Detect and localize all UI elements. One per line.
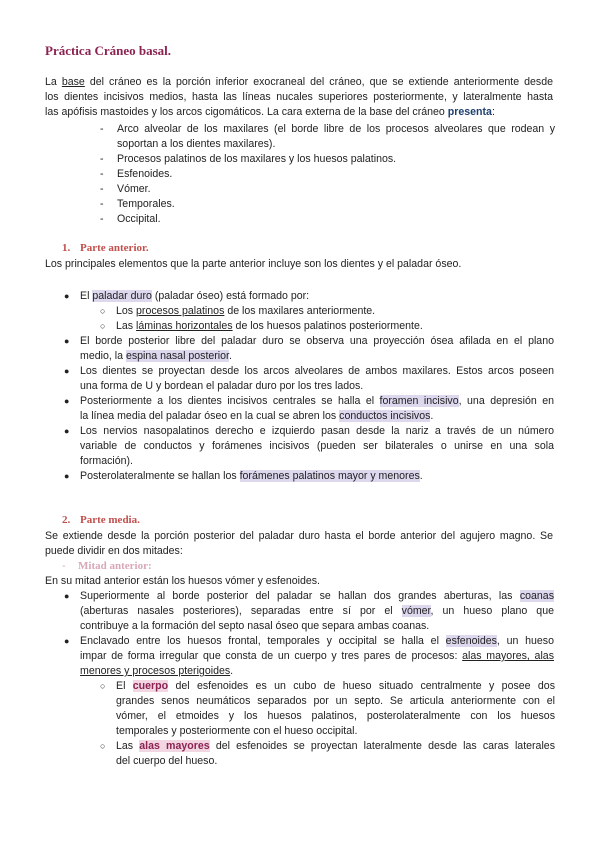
- intro-paragraph: [45, 75, 553, 120]
- dash-marker: -: [100, 213, 104, 225]
- sub-bullet-marker: ○: [100, 321, 106, 331]
- presenta-term: presenta: [447, 106, 492, 118]
- section-heading-parte-anterior: 1. Parte anterior.: [62, 242, 149, 254]
- section-heading-parte-media: 2. Parte media.: [62, 514, 140, 526]
- dash-marker: -: [100, 168, 104, 180]
- dash-marker: -: [100, 183, 104, 195]
- dash-marker: -: [100, 123, 104, 135]
- intro-line-3: las apófisis mastoides y los arcos cigomáticos. La cara externa de la base del cráneo presenta:: [45, 106, 495, 118]
- mitad-intro: En su mitad anterior están los huesos vómer y esfenoides.: [45, 575, 320, 587]
- sub-bullet-marker: ○: [100, 681, 106, 691]
- bullet-marker: ●: [64, 291, 70, 301]
- base-term: base: [61, 76, 85, 88]
- page-title: Práctica Cráneo basal.: [45, 43, 172, 58]
- bullet-marker: ●: [64, 636, 70, 646]
- sub-bullet-marker: ○: [100, 741, 106, 751]
- intro-line-2: los dientes incisivos medios, hasta las líneas nucales superiores posteriormente, y lateralmente hasta: [45, 91, 553, 103]
- section2-intro: Se extiende desde la porción posterior del paladar duro hasta el borde anterior del agujero magno. Se puede dividir en dos mitades:: [45, 530, 553, 557]
- bullet-marker: ●: [64, 471, 70, 481]
- bullet-marker: ●: [64, 366, 70, 376]
- subheading-mitad-anterior: - Mitad anterior:: [62, 560, 152, 572]
- document-page: Práctica Cráneo basal. La base del cráneo es la porción inferior exocraneal del cráneo, que se extiende anteriormente desde los dientes incisivos medios, hasta las líneas nucales superiores posteriormente, y lateralmente hasta las apófisis mastoides y los arcos cigomáticos. La cara externa de la base del cráneo presenta: - Arco alveolar de los maxilares (el borde libre de los procesos alveolares que rodean y soportan a los dientes maxilares). - Procesos palatinos de los maxilares y los huesos palatinos. - Esfenoides. - Vómer. - Temporales. - Occipital. 1. Parte anterior. Los principales elementos que la parte anterior incluye son los dientes y el paladar óseo. ● El paladar duro (paladar óseo) está formado por: ○ Los procesos palatinos de los maxilares anteriormente. ○ Las láminas horizontales de los huesos palatinos posteriormente. ● El borde posterior libre del paladar duro se observa una proyección ósea afilada en el plano medio, la espina nasal posterior. ● Los dientes se proyectan desde los arcos alveolares de ambos maxilares. Estos arcos poseen una forma de U y bordean el paladar duro por los tres lados. ● Posteriormente a los dientes incisivos centrales se halla el foramen incisivo, una depresión en la línea media del paladar óseo en la cual se abren los conductos incisivos. ● Los nervios nasopalatinos derecho e izquierdo pasan desde la nariz a través de un número variable de conductos y forámenes incisivos (pueden ser bilaterales o unirse en una sola formación). ● Posterolateralmente se hallan los forámenes palatinos mayor y menores. 2. Parte media. Se extiende desde la porción posterior del paladar duro hasta el borde anterior del agujero magno. Se puede dividir en dos mitades: - Mitad anterior: En su mitad anterior están los huesos vómer y esfenoides. ● Superiormente al borde posterior del paladar se hallan dos grandes aberturas, las coanas (aberturas nasales posteriores), separadas entre sí por el vómer, un hueso plano que contribuye a la formación del septo nasal óseo que separa ambas coanas. ● Enclavado entre los huesos frontal, temporales y occipital se halla el esfenoides, un hueso impar de forma irregular que consta de un cuerpo y tres pares de procesos: alas mayores, alas menores y procesos pterigoides. ○ El cuerpo del esfenoides es un cubo de hueso situado centralmente y posee dos grandes senos neumáticos separados por un septo. Se articula anteriormente con el vómer, el etmoides y los huesos palatinos, posterolateralmente con los huesos temporales y posteriormente con el hueso occipital. ○ Las alas mayores del esfenoides se proyectan lateralmente desde las caras laterales del cuerpo del hueso.: [45, 43, 555, 767]
- intro-line-1: La base del cráneo es la porción inferior exocraneal del cráneo, que se extiende anteriormente desde: [45, 76, 553, 88]
- dash-marker: -: [100, 153, 104, 165]
- bullet-marker: ●: [64, 336, 70, 346]
- bullet-marker: ●: [64, 426, 70, 436]
- bullet-marker: ●: [64, 591, 70, 601]
- bullet-marker: ●: [64, 396, 70, 406]
- sub-bullet-marker: ○: [100, 306, 106, 316]
- section1-intro: Los principales elementos que la parte anterior incluye son los dientes y el paladar óseo.: [45, 258, 462, 270]
- dash-marker: -: [100, 198, 104, 210]
